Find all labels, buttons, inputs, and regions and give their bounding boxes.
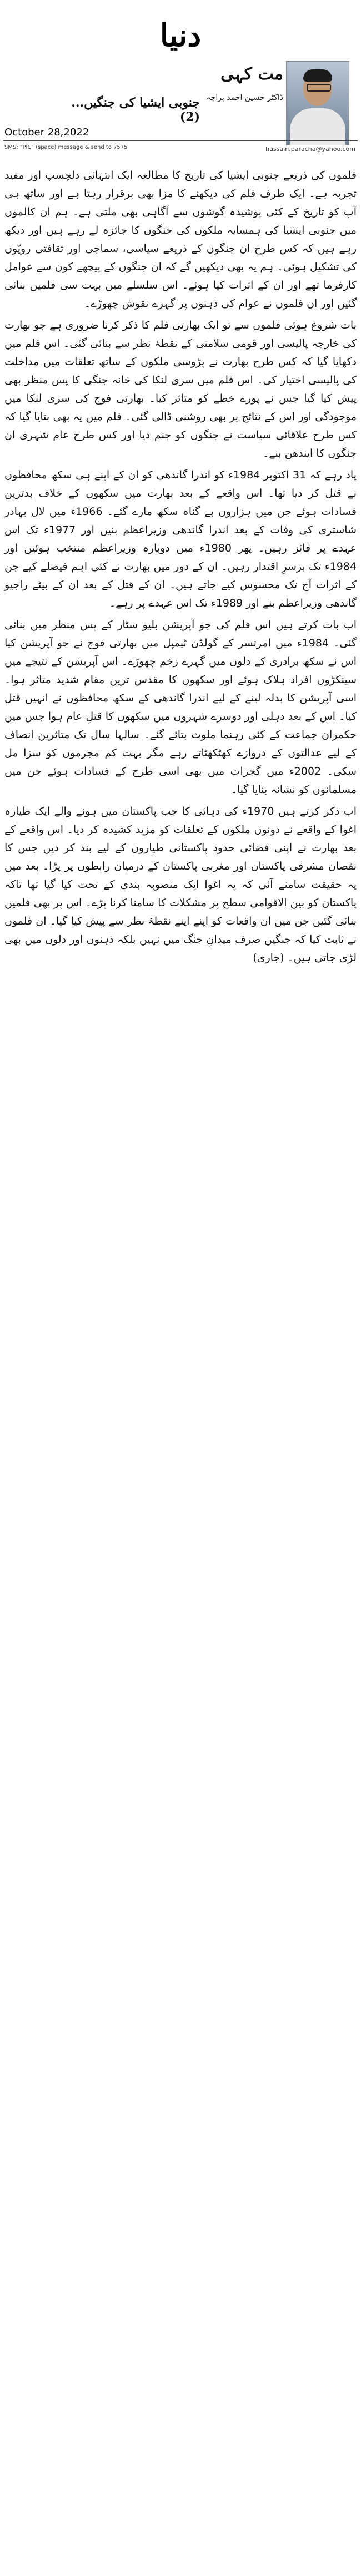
byline-block [0,61,361,156]
paragraph: یاد رہے کہ 31 اکتوبر 1984ء کو اندرا گاندھی کو ان کے اپنے ہی سکھ محافظوں نے قتل کر دیا تھا۔ اس واقعے کے بعد بھارت میں سکھوں کے خلاف بدترین فسادات ہوئے جن میں ہزاروں بے گناہ سکھ مارے گئے۔ 1966ء میں لال بہادر شاستری کی وفات کے بعد اندرا گاندھی وزیراعظم بنیں اور 1977ء تک اس عہدے پر فائز رہیں۔ پھر 1980ء میں دوبارہ وزیراعظم منتخب ہوئیں اور 1984ء تک برسرِ اقتدار رہیں۔ ان کے دور میں بھارت نے کئی اہم فیصلے کیے جن کے اثرات آج تک محسوس کیے جاتے ہیں۔ ان کے قتل کے بعد ان کے بیٹے راجیو گاندھی وزیراعظم بنے اور 1989ء تک اس عہدے پر رہے۔ [4,469,357,609]
masthead [0,0,361,60]
author-photo [286,61,349,145]
paragraph: اب ذکر کرتے ہیں 1970ء کی دہائی کا جب پاکستان میں ہونے والے ایک طیارہ اغوا کے واقعے نے دونوں ملکوں کے تعلقات کو مزید کشیدہ کر دیا۔ اس واقعے کے بعد بھارت نے اپنی فضائی حدود پاکستانی طیاروں کے لیے بند کر دیں جس کا نقصان مشرقی پاکستان اور مغربی پاکستان کے درمیان رابطوں پر پڑا۔ بعد میں یہ حقیقت سامنے آئی کہ یہ اغوا ایک منصوبہ بندی کے تحت کیا گیا تھا تاکہ پاکستان کو بین الاقوامی سطح پر مشکلات کا سامنا کرنا پڑے۔ اس پر بھی فلمیں بنائی گئیں جن میں ان واقعات کو اپنے اپنے نقطۂ نظر سے پیش کیا گیا۔ ان فلموں نے ثابت کیا کہ جنگیں صرف میدانِ جنگ میں نہیں بلکہ ذہنوں اور دلوں میں بھی لڑی جاتی ہیں۔ (جاری) [4,805,357,964]
author-name: ڈاکٹر حسین احمد پراچہ [206,93,283,102]
column-name: مت کہی [220,64,283,84]
newspaper-logo [143,6,218,58]
article-body [4,166,357,971]
paragraph: اب بات کرتے ہیں اس فلم کی جو آپریشن بلیو سٹار کے پس منظر میں بنائی گئی۔ 1984ء میں امرتسر کے گولڈن ٹیمپل میں بھارتی فوج نے جو آپریشن کیا اس نے سکھ برادری کے دلوں میں گہرے زخم چھوڑے۔ اس آپریشن کے نتیجے میں سینکڑوں افراد ہلاک ہوئے اور سکھوں کا مقدس ترین مقام شدید متاثر ہوا۔ اسی آپریشن کا بدلہ لینے کے لیے اندرا گاندھی کے سکھ محافظوں نے انہیں قتل کیا۔ اس کے بعد دہلی اور دوسرے شہروں میں سکھوں کا قتلِ عام ہوا جس میں حکمران جماعت کے کئی رہنما ملوث بتائے گئے۔ سالہا سال تک متاثرین انصاف کے لیے عدالتوں کے دروازے کھٹکھٹاتے رہے مگر بہت کم مجرموں کو سزا مل سکی۔ 2002ء میں گجرات میں بھی اسی طرح کے فسادات ہوئے جن میں مسلمانوں کو نشانہ بنایا گیا۔ [4,619,357,796]
sms-instruction: SMS: "PIC" (space) message & send to 7575 [4,144,128,150]
paragraph: فلموں کی ذریعے جنوبی ایشیا کی تاریخ کا مطالعہ ایک انتہائی دلچسپ اور مفید تجربہ ہے۔ ایک طرف فلم کی دیکھنے کا مزا بھی برقرار رہتا ہے اور ساتھ ہی آپ کو تاریخ کے کئی پوشیدہ گوشوں سے آگاہی بھی ملتی ہے۔ ہم ان کالموں میں جنوبی ایشیا کی ہمسایہ ملکوں کی جنگوں کا جائزہ لے رہے ہیں اور دیکھ رہے ہیں کہ کس طرح ان جنگوں کے ذریعے سیاسی، سماجی اور ثقافتی رویّوں کی تشکیل ہوئی۔ ہم یہ بھی دیکھیں گے کہ ان جنگوں کے پیچھے کون سے عوامل کارفرما تھے اور ان کے اثرات کیا ہوئے۔ اس سلسلے میں بہت سی فلمیں بنائی گئیں اور ان فلموں نے عوام کی ذہنوں پر گہرے نقوش چھوڑے۔ [4,169,357,310]
divider [3,140,358,141]
author-email: hussain.paracha@yahoo.com [265,145,355,153]
article-headline: جنوبی ایشیا کی جنگیں...(2) [71,95,200,124]
logo-text: دنیا [159,17,202,54]
publish-date: October 28,2022 [4,127,89,138]
paragraph: بات شروع ہوئی فلموں سے تو ایک بھارتی فلم کا ذکر کرنا ضروری ہے جو بھارت کی خارجہ پالیسی اور قومی سلامتی کے نقطۂ نظر سے بنائی گئی۔ اس فلم میں دکھایا گیا کہ کس طرح بھارت نے پڑوسی ملکوں کے ساتھ تعلقات میں مداخلت کی پالیسی اختیار کی۔ اس فلم میں سری لنکا کی خانہ جنگی کا پس منظر بھی پیش کیا گیا جس نے پورے خطے کو متاثر کیا۔ بھارتی فوج کی سری لنکا میں موجودگی اور اس کے نتائج پر بھی روشنی ڈالی گئی۔ فلم میں یہ بھی بتایا گیا کہ کس طرح علاقائی سیاست نے جنگوں کو جنم دیا اور کس طرح عام شہری ان جنگوں کا ایندھن بنے۔ [4,319,357,459]
